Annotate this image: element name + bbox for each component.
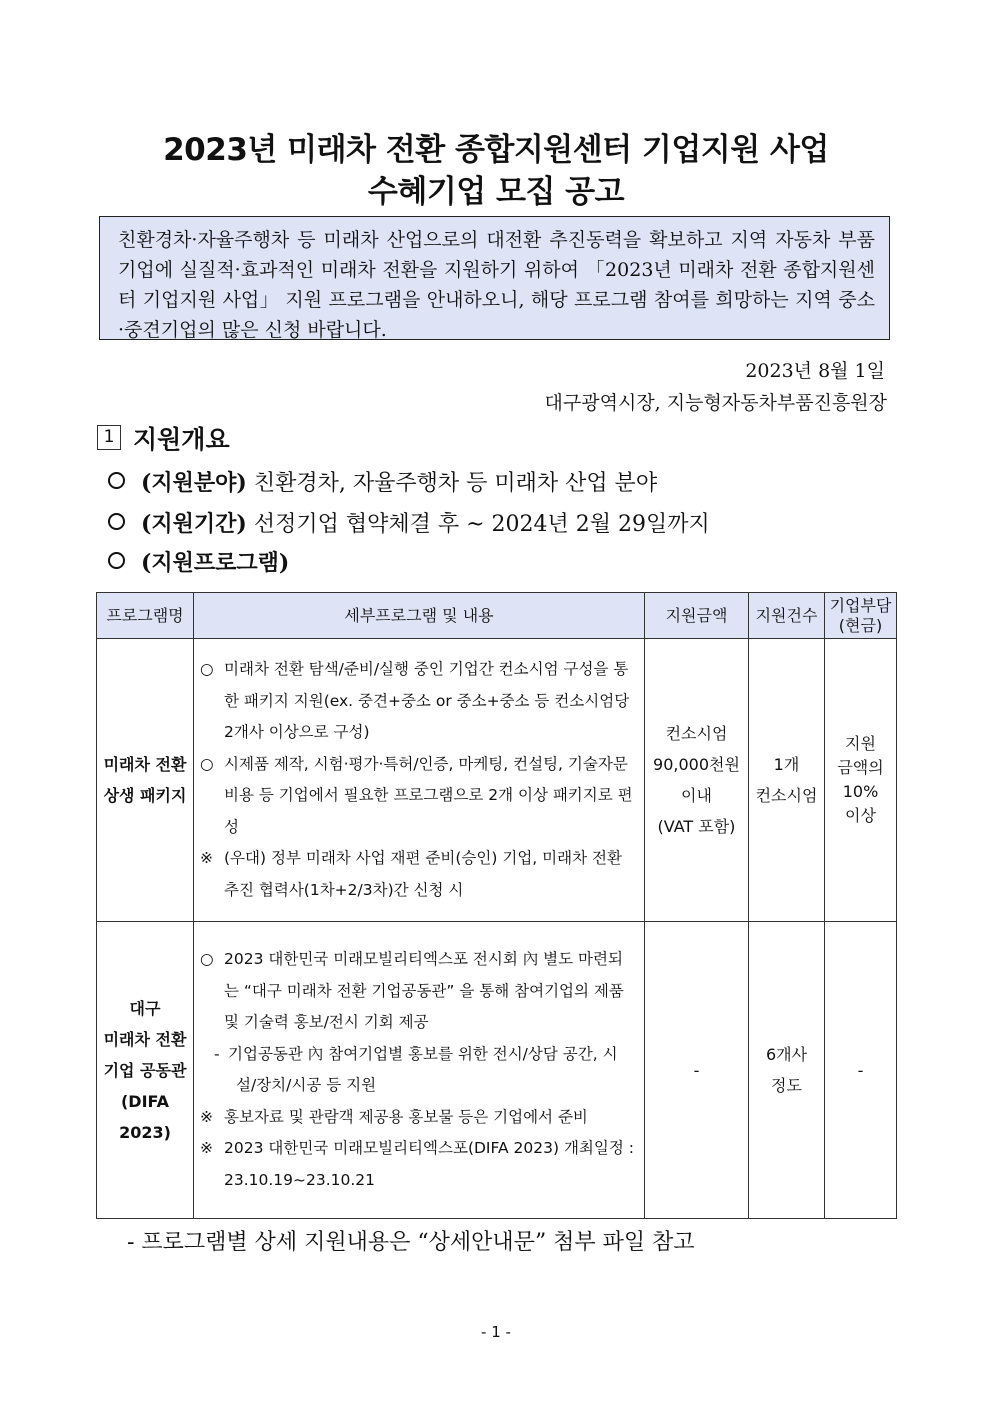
detail-note: ※ 2023 대한민국 미래모빌리티엑스포(DIFA 2023) 개최일정 : 23.10.19~23.10.21 (200, 1139, 634, 1189)
company-share-cell: 지원 금액의 10% 이상 (825, 639, 897, 922)
detail-note: ※ 홍보자료 및 관람객 제공용 홍보물 등은 기업에서 준비 (200, 1107, 588, 1126)
header-amount: 지원금액 (645, 593, 749, 639)
count-cell: 1개 컨소시엄 (749, 639, 825, 922)
bullet-support-field (108, 466, 657, 497)
table-header-row (97, 593, 897, 639)
announcement-date: 2023년 8월 1일 (745, 360, 885, 382)
bullet-label: (지원분야) (141, 470, 247, 496)
count-cell: 6개사 정도 (749, 922, 825, 1219)
section-title: 지원개요 (133, 425, 230, 454)
company-share-cell: - (825, 922, 897, 1219)
amount-cell: - (645, 922, 749, 1219)
bullet-text: 선정기업 협약체결 후 ~ 2024년 2월 29일까지 (246, 512, 710, 537)
detail-subline: - 기업공동관 內 참여기업별 홍보를 위한 전시/상담 공간, 시설/장치/시공 등 지원 (214, 1044, 618, 1094)
header-detail: 세부프로그램 및 내용 (194, 593, 645, 639)
header-count: 지원건수 (749, 593, 825, 639)
table-row (97, 639, 897, 922)
document-title-line1: 2023년 미래차 전환 종합지원센터 기업지원 사업 (163, 132, 829, 168)
header-company-share: 기업부담 (현금) (825, 593, 897, 639)
bullet-text: 친환경차, 자율주행차 등 미래차 산업 분야 (246, 471, 658, 496)
program-table (96, 592, 897, 1219)
table-row (97, 922, 897, 1219)
bullet-support-period (108, 507, 710, 538)
circle-bullet-icon (108, 513, 125, 530)
page-number: - 1 - (481, 1323, 511, 1341)
header-program-name: 프로그램명 (97, 593, 194, 639)
bullet-support-program (108, 546, 289, 577)
summary-box: 친환경차·자율주행차 등 미래차 산업으로의 대전환 추진동력을 확보하고 지역 자동차 부품기업에 실질적·효과적인 미래차 전환을 지원하기 위하여 「2023년 미래차 전환 종합지원센터 기업지원 사업」 지원 프로그램을 안내하오니, 해당 프로그램 참여를 희망하는 지역 중소·중견기업의 많은 신청 바랍니다. (99, 216, 890, 340)
bullet-label: (지원기간) (141, 511, 247, 537)
program-name-cell: 대구 미래차 전환 기업 공동관 (DIFA 2023) (97, 922, 194, 1219)
section-number: 1 (97, 425, 121, 450)
footnote: - 프로그램별 상세 지원내용은 “상세안내문” 첨부 파일 참고 (127, 1230, 695, 1255)
program-name-cell: 미래차 전환 상생 패키지 (97, 639, 194, 922)
detail-line: ○ 미래차 전환 탐색/준비/실행 중인 기업간 컨소시엄 구성을 통한 패키지 지원(ex. 중견+중소 or 중소+중소 등 컨소시엄당 2개사 이상으로 구성) (200, 660, 630, 741)
detail-note: ※ (우대) 정부 미래차 사업 재편 준비(승인) 기업, 미래차 전환 추진 협력사(1차+2/3차)간 신청 시 (200, 849, 622, 899)
detail-line: ○ 2023 대한민국 미래모빌리티엑스포 전시회 內 별도 마련되는 “대구 미래차 전환 기업공동관” 을 통해 참여기업의 제품 및 기술력 홍보/전시 기회 제공 (200, 950, 624, 1031)
bullet-label: (지원프로그램) (141, 550, 290, 576)
circle-bullet-icon (108, 472, 125, 489)
circle-bullet-icon (108, 552, 125, 569)
issuer: 대구광역시장, 지능형자동차부품진흥원장 (544, 392, 887, 414)
program-detail-cell (194, 922, 645, 1219)
document-title-line2: 수혜기업 모집 공고 (367, 174, 625, 210)
detail-line: ○ 시제품 제작, 시험·평가·특허/인증, 마케팅, 컨설팅, 기술자문 비용 등 기업에서 필요한 프로그램으로 2개 이상 패키지로 편성 (200, 754, 633, 836)
amount-cell: 컨소시엄 90,000천원 이내 (VAT 포함) (645, 639, 749, 922)
program-detail-cell (194, 639, 645, 922)
